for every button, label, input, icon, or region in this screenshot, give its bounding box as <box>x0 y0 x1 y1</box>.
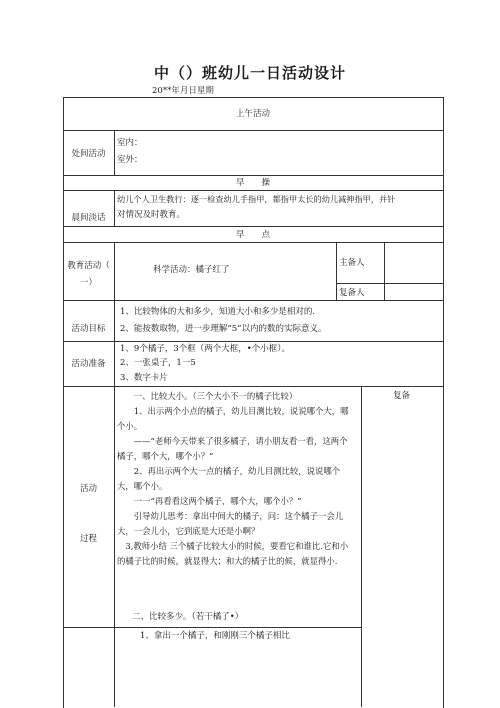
rule <box>336 242 337 300</box>
review-column-label: 复备 <box>392 391 410 401</box>
rule <box>114 190 115 226</box>
indoor-label: 室内： <box>117 138 143 148</box>
row-label-education: 教育活动（ <box>67 261 110 271</box>
prep-item: 1、9个橘子，3个框（两个大框，•个小框）。 <box>120 344 290 354</box>
row-label-goals: 活动目标 <box>71 324 106 334</box>
process-step: 1、出示两个小点的橘子，幼儿目测比较，说说哪个大，哪个小。 <box>117 406 349 431</box>
goal-item: 2、能按数取物，进一步理解“5”以内的数的实际意义。 <box>120 324 327 334</box>
date-line: 20**年月日星期 <box>152 86 214 96</box>
talk-text-line-2: 对情况及时教育。 <box>117 210 186 220</box>
snack-header: 早 点 <box>235 230 270 240</box>
talk-text-line-1: 幼儿个人卫生教行：逐一检查幼儿手指甲，都指甲太长的幼儿减抻指甲，并针 <box>117 194 396 204</box>
rule <box>384 242 385 300</box>
process-step: 1、拿出一个橘子，和刚刚三个橘子相比 <box>140 631 290 641</box>
row-label-activity: 处间活动 <box>71 149 106 159</box>
process-step: 3,教师小结 三个橘子比较大小的时候，要看它和谁比.它和小的橘子比的时候，就显得大；和大的橘子比的候，就显得小. <box>117 541 349 566</box>
rule <box>63 130 443 131</box>
row-label-process-2: 过程 <box>79 534 97 544</box>
process-step: 一、比较大小。（三个大小不一的橘子比较） <box>133 391 298 401</box>
rule <box>63 242 443 243</box>
process-step: 二、比较多少。（若干橘了•） <box>132 612 244 622</box>
row-label-process: 活动 <box>79 484 97 494</box>
goal-item: 1、比较物体的大和多少，知道大小和多少是相对的. <box>120 307 316 317</box>
rule <box>63 175 443 176</box>
rule <box>63 226 443 227</box>
rule <box>114 130 115 175</box>
row-label-talk: 晨间淡话 <box>71 213 106 223</box>
rule <box>63 190 443 191</box>
lesson-topic: 科学活动：橘子红了 <box>153 265 230 275</box>
prep-item: 2、一张桌子，1一5 <box>120 358 196 368</box>
row-label-education-2: 一） <box>79 278 97 288</box>
rule <box>361 386 362 707</box>
process-step: 一一“再看看这两个橘子，哪个大，哪个小？” <box>133 496 302 506</box>
process-step: ——“老师今天带来了很多橘子，请小朋友看一看，这两个橘子，哪个大，哪个小？” <box>117 436 348 461</box>
reviewer-label: 复备人 <box>339 288 365 298</box>
rule <box>63 627 361 628</box>
section-header: 上午活动 <box>235 109 270 119</box>
page-title: 中（）班幼儿一日活动设计 <box>153 64 346 82</box>
row-label-prep: 活动准备 <box>71 359 106 369</box>
exercise-header: 早 操 <box>235 178 270 188</box>
process-step: 2、再出示两个大一点的橘子，幼儿目测比较，说说哪个大，哪个小。 <box>117 466 341 491</box>
process-text <box>117 389 355 569</box>
rule <box>336 283 443 284</box>
rule <box>63 386 443 387</box>
process-step: 引导幼儿思考：拿出中间大的橘子，问：这个橘子一会儿大，一会儿小，它到底是大还是小啊？ <box>117 511 344 536</box>
rule <box>63 341 443 342</box>
prep-item: 3、数字卡片 <box>120 373 168 383</box>
preparer-label: 主备人 <box>339 258 365 268</box>
rule <box>114 242 115 707</box>
outdoor-label: 室外： <box>117 155 143 165</box>
rule <box>63 300 443 301</box>
